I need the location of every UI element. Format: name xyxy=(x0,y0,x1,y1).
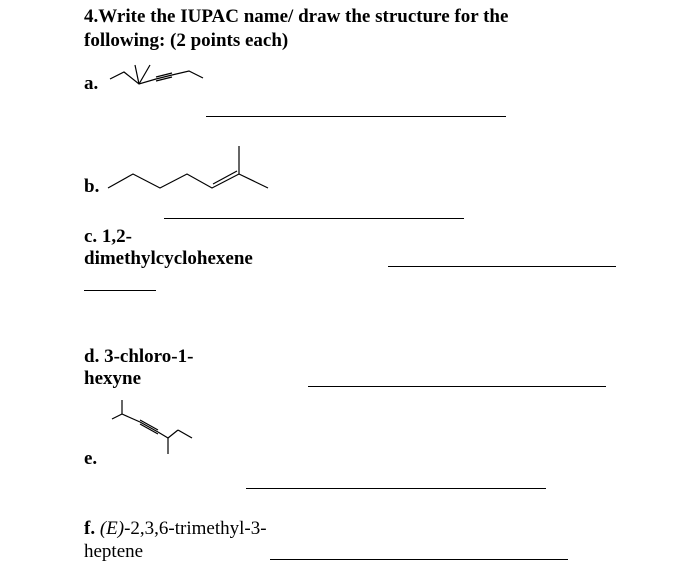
item-f-label xyxy=(84,518,267,540)
item-c-label: c. 1,2- xyxy=(84,226,133,247)
item-e-label: e. xyxy=(84,448,98,469)
question-heading-line-2: following: (2 points each) xyxy=(84,30,289,51)
item-f-name-continued: heptene xyxy=(84,541,144,562)
item-a-label: a. xyxy=(84,73,99,94)
item-c-answer-line-short[interactable] xyxy=(84,290,156,291)
item-d-label: d. 3-chloro-1- xyxy=(84,346,194,367)
item-e-methyl-left xyxy=(112,414,122,419)
item-f-prefix: f. xyxy=(84,518,100,539)
item-b-structure xyxy=(100,140,280,200)
item-c-name-continued: dimethylcyclohexene xyxy=(84,248,253,269)
item-a-tail xyxy=(172,71,203,78)
item-d-answer-line[interactable] xyxy=(308,386,606,387)
item-d-name-continued: hexyne xyxy=(84,368,141,389)
item-e-triple-bond-2 xyxy=(140,422,158,432)
item-e-chain-2 xyxy=(158,432,168,438)
item-a-answer-line[interactable] xyxy=(206,116,506,117)
question-heading-line-1: 4.Write the IUPAC name/ draw the structure for the xyxy=(84,6,509,27)
item-e-structure xyxy=(100,392,210,462)
item-f-name: -2,3,6-trimethyl-3- xyxy=(124,518,267,539)
item-a-main-chain xyxy=(110,72,172,84)
item-f-stereo: (E) xyxy=(99,518,125,539)
item-b-label: b. xyxy=(84,176,100,197)
item-e-chain-4 xyxy=(178,430,192,438)
item-e-answer-line[interactable] xyxy=(246,488,546,489)
item-c-answer-line[interactable] xyxy=(388,266,616,267)
item-e-chain-3 xyxy=(168,430,178,438)
item-b-main-chain xyxy=(108,174,268,188)
item-a-structure xyxy=(100,48,220,98)
item-e-chain-1 xyxy=(122,414,140,422)
item-f-answer-line[interactable] xyxy=(270,559,568,560)
item-b-answer-line[interactable] xyxy=(164,218,464,219)
